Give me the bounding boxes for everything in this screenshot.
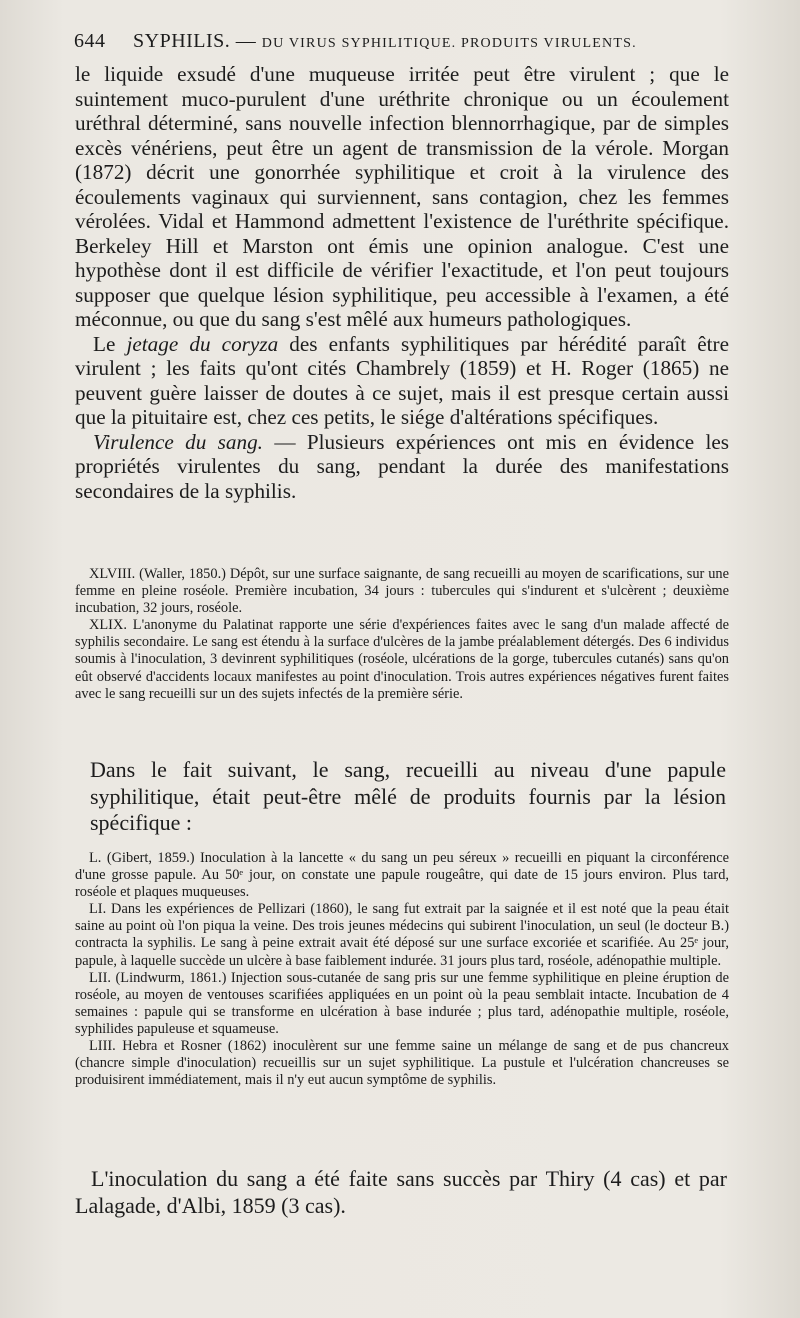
header-title: SYPHILIS. — <box>133 30 257 52</box>
observation-xlix: XLIX. L'anonyme du Palatinat rapporte une série d'expériences faites avec le sang d'un malade affecté de syphilis secondaire. Le sang est étendu à la surface d'ulcères de la jambe préalablement détergés. Des 6 individus soumis à l'inoculation, 3 devinrent syphilitiques (roséole, ulcérations de la gorge, tubercules cutanés) sans qu'on eût observé d'accidents locaux manifestes au point d'inoculation. Trois autres expériences négatives furent faites avec le sang recueilli sur un des sujets infectés de la première série. <box>75 617 729 702</box>
observation-lii: LII. (Lindwurm, 1861.) Injection sous-cutanée de sang pris sur une femme syphilitique en pleine éruption de roséole, au moyen de ventouses scarifiées appliquées en un point où la peau semblait intacte. Incubation de 4 semaines : papule qui se transforme en ulcération à base indurée ; plus tard, adénopathie multiple, roséole, syphilides papuleuse et squameuse. <box>75 969 729 1037</box>
observation-liii: LIII. Hebra et Rosner (1862) inoculèrent sur une femme saine un mélange de sang et de pus chancreux (chancre simple d'inoculation) recueillis sur un sujet syphilitique. La pustule et l'ulcération chancreuses se produisirent immédiatement, mais il n'y eut aucun symptôme de syphilis. <box>75 1038 729 1089</box>
inoculation-text: L'inoculation du sang a été faite sans succès par Thiry (4 cas) et par Lalagade, d'Albi, 1859 (3 cas). <box>75 1166 727 1218</box>
section-heading-italic: Virulence du sang. <box>93 429 263 454</box>
virulence-text: — Plusieurs expériences ont mis en évidence les propriétés virulentes du sang, pendant la durée des manifestations secondaires de la syphilis. <box>75 429 730 503</box>
coryza-lead: Le <box>93 331 116 356</box>
running-header <box>74 30 760 53</box>
paragraph-continuation: le liquide exsudé d'une muqueuse irritée peut être virulent ; que le suintement muco-purulent d'une uréthrite chronique ou un écoulement uréthral déterminé, sans nouvelle infection blennorrhagique, par de simples excès vénériens, peut être un agent de transmission de la vérole. Morgan (1872) décrit une gonorrhée syphilitique et croit à la virulence des écoulements vaginaux qui surviennent, sans contagion, chez les femmes vérolées. Vidal et Hammond admettent l'existence de l'uréthrite spécifique. Berkeley Hill et Marston ont émis une opinion analogue. C'est une hypothèse dont il est difficile de vérifier l'exactitude, et l'on peut toujours supposer que quelque lésion syphilitique, peu accessible à l'examen, a été méconnue, ou que du sang s'est mêlé aux humeurs pathologiques. <box>75 62 729 331</box>
main-text-block <box>75 62 729 503</box>
paragraph-coryza <box>75 332 729 430</box>
observations-group-2 <box>75 850 729 1089</box>
page-number: 644 <box>74 30 106 52</box>
paragraph-virulence-sang <box>75 430 729 504</box>
paragraph-fait-suivant <box>90 757 726 837</box>
observations-group-1 <box>75 566 729 703</box>
fait-suivant-text: Dans le fait suivant, le sang, recueilli au niveau d'une papule syphilitique, était peut-être mêlé de produits fournis par la lésion spécifique : <box>90 757 726 835</box>
observation-xlviii: XLVIII. (Waller, 1850.) Dépôt, sur une surface saignante, de sang recueilli au moyen de scarifications, sur une femme en pleine roséole. Première incubation, 34 jours : tubercules qui s'indurent et s'ulcèrent ; deuxième incubation, 32 jours, roséole. <box>75 566 729 617</box>
coryza-italic: jetage du coryza <box>126 331 279 356</box>
observation-li: LI. Dans les expériences de Pellizari (1860), le sang fut extrait par la saignée et il est noté que la peau était saine au point où l'on piqua la veine. Des trois jeunes médecins qui subirent l'inoculation, un seul (le docteur B.) contracta la syphilis. Le sang à peine extrait avait été déposé sur une surface excoriée et scarifiée. Au 25ᵉ jour, papule, à laquelle succède un ulcère à base faiblement indurée. 31 jours plus tard, roséole, adénopathie multiple. <box>75 901 729 969</box>
coryza-text: des enfants syphilitiques par hérédité paraît être virulent ; les faits qu'ont cités Chambrely (1859) et H. Roger (1865) ne peuvent guère laisser de doutes à ce sujet, mais il est presque certain aussi que la pituitaire est, chez ces petits, le siége d'altérations spécifiques. <box>75 331 729 429</box>
observation-l: L. (Gibert, 1859.) Inoculation à la lancette « du sang un peu séreux » recueilli en piquant la circonférence d'une grosse papule. Au 50ᵉ jour, on constate une papule rougeâtre, qui date de 15 jours environ. Plus tard, roséole et plaques muqueuses. <box>75 850 729 901</box>
paragraph-inoculation <box>75 1166 727 1219</box>
header-subtitle: DU VIRUS SYPHILITIQUE. PRODUITS VIRULENTS. <box>261 36 637 51</box>
